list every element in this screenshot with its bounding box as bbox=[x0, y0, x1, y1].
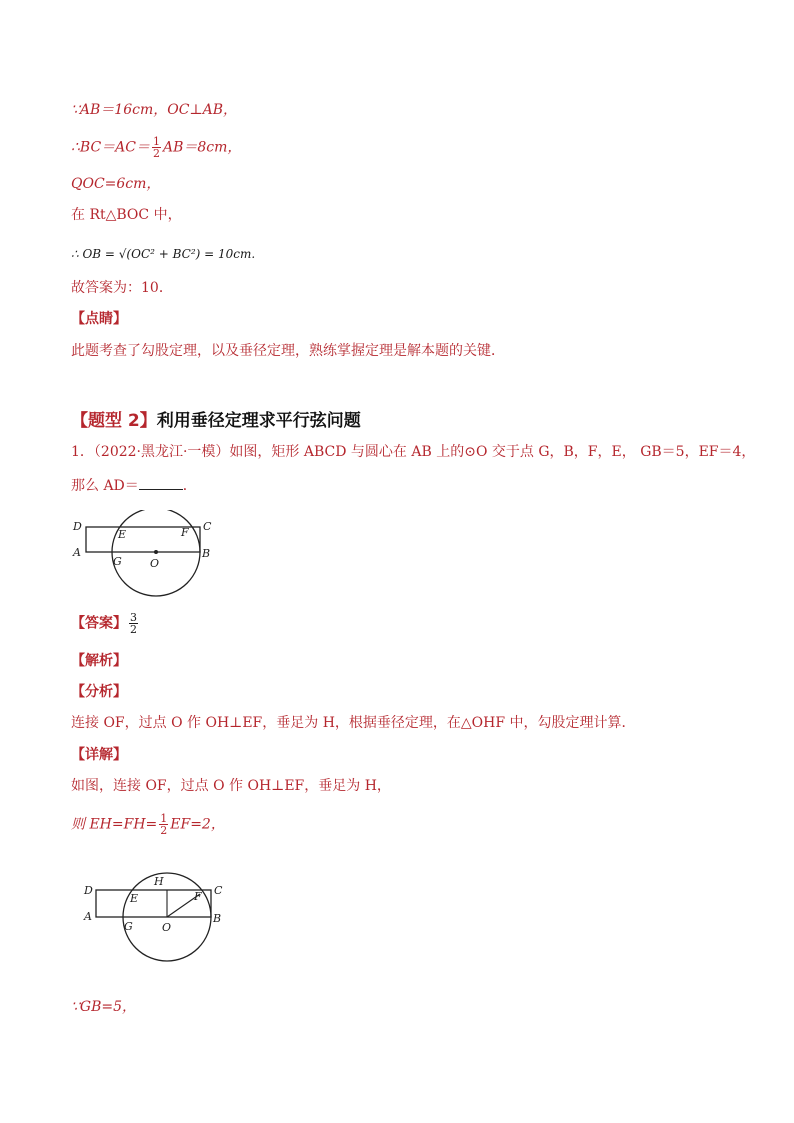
section-heading bbox=[71, 406, 361, 431]
fraction-half bbox=[152, 136, 161, 159]
detail-line-2 bbox=[71, 813, 225, 836]
label-h: H bbox=[154, 875, 164, 888]
geometry-figure-2 bbox=[80, 870, 240, 970]
answer-den: 2 bbox=[130, 623, 137, 636]
solution-line-3: QOC=6cm， bbox=[71, 176, 161, 192]
solution-line-4: 在 Rt△BOC 中， bbox=[71, 207, 182, 223]
solution-line-5: ∴ OB = √(OC² + BC²) = 10cm. bbox=[71, 247, 256, 261]
detail2-post: EF=2， bbox=[170, 816, 225, 833]
xiangjie-label: 【详解】 bbox=[71, 747, 127, 763]
answer-num: 3 bbox=[130, 611, 137, 624]
detail-fraction-den: 2 bbox=[160, 824, 168, 837]
geometry-figure-1 bbox=[68, 510, 248, 600]
dianjing-text: 此题考查了勾股定理，以及垂径定理，熟练掌握定理是解本题的关键． bbox=[71, 343, 505, 359]
dianjing-label: 【点睛】 bbox=[71, 311, 127, 327]
label-c: C bbox=[214, 884, 223, 897]
question-line-2 bbox=[71, 475, 197, 496]
label-d: D bbox=[73, 520, 82, 533]
solution-line-6: 故答案为：10． bbox=[71, 280, 173, 296]
label-g: G bbox=[124, 920, 133, 933]
section-type-label: 【题型 2】 bbox=[71, 411, 157, 431]
label-c: C bbox=[203, 520, 212, 533]
center-point bbox=[154, 550, 158, 554]
label-b: B bbox=[213, 912, 222, 925]
question-line2-post: ． bbox=[182, 478, 197, 494]
line2-pre: ∴BC＝AC＝ bbox=[71, 139, 150, 156]
last-line: ∵GB=5， bbox=[71, 999, 137, 1015]
detail-line-1: 如图，连接 OF，过点 O 作 OH⊥EF，垂足为 H， bbox=[71, 778, 391, 794]
label-d: D bbox=[84, 884, 93, 897]
jiexi-label: 【解析】 bbox=[71, 653, 127, 669]
question-line-1: 1．（2022·黑龙江·一模）如图，矩形 ABCD 与圆心在 AB 上的⊙O 交于点 G，B，F，E， GB＝5，EF＝4， bbox=[71, 444, 756, 460]
label-e: E bbox=[130, 892, 139, 905]
label-b: B bbox=[202, 547, 211, 560]
label-a: A bbox=[73, 546, 81, 559]
answer-blank bbox=[139, 475, 183, 490]
solution-line-2 bbox=[71, 136, 241, 159]
detail-fraction-num: 1 bbox=[160, 812, 168, 825]
label-o: O bbox=[150, 557, 160, 570]
label-f: F bbox=[181, 526, 189, 539]
label-g: G bbox=[113, 555, 122, 568]
answer-line bbox=[71, 612, 140, 635]
label-f: F bbox=[194, 890, 202, 903]
solution-line-1: ∵AB＝16cm，OC⊥AB， bbox=[71, 102, 237, 118]
detail2-pre: 则 EH=FH= bbox=[71, 816, 158, 833]
label-a: A bbox=[84, 910, 92, 923]
answer-label: 【答案】 bbox=[71, 615, 127, 632]
fraction-den: 2 bbox=[153, 147, 160, 160]
answer-fraction bbox=[129, 612, 138, 635]
section-title: 利用垂径定理求平行弦问题 bbox=[156, 411, 361, 431]
fenxi-label: 【分析】 bbox=[71, 684, 127, 700]
label-o: O bbox=[162, 921, 172, 934]
fenxi-text: 连接 OF，过点 O 作 OH⊥EF，垂足为 H，根据垂径定理，在△OHF 中，勾股定理计算． bbox=[71, 715, 636, 731]
line2-post: AB＝8cm， bbox=[163, 139, 242, 156]
fraction-num: 1 bbox=[153, 135, 160, 148]
question-line2-pre: 那么 AD＝ bbox=[71, 478, 139, 494]
label-e: E bbox=[118, 528, 127, 541]
detail-fraction bbox=[159, 813, 168, 836]
